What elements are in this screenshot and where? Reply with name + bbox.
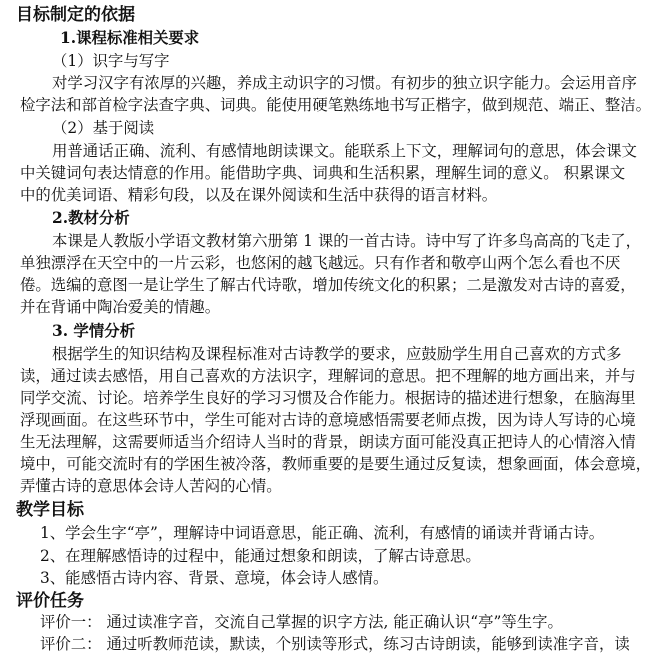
subheading-student: 3. 学情分析 xyxy=(52,322,135,340)
assessment-item: 评价一： 通过读准字音，交流自己掌握的识字方法, 能正确认识“亭”等生字。 xyxy=(40,613,563,631)
paragraph-line: 中的优美词语、精彩句段，以及在课外阅读和生活中获得的语言材料。 xyxy=(20,186,498,204)
goal-item: 2、在理解感悟诗的过程中，能通过想象和朗读，了解古诗意思。 xyxy=(40,547,481,565)
subsection-literacy: （1）识字与写字 xyxy=(52,52,170,70)
paragraph-line: 境中，可能交流时有的学困生被冷落，教师重要的是要生通过反复读，想象画面，体会意境， xyxy=(20,455,651,473)
heading-basis: 目标制定的依据 xyxy=(16,5,135,25)
paragraph-line: 读，通过读去感悟，用自己喜欢的方法识字，理解词的意思。把不理解的地方画出来，并与 xyxy=(20,367,636,385)
paragraph-line: 单独漂浮在天空中的一片云彩，也悠闲的越飞越远。只有作者和敬亭山两个怎么看也不厌 xyxy=(20,254,621,272)
paragraph-line: 生无法理解，这需要师适当介绍诗人当时的背景，朗读方面可能没真正把诗人的心情溶入情 xyxy=(20,433,636,451)
goal-item: 3、能感悟古诗内容、背景、意境，体会诗人感情。 xyxy=(40,569,389,587)
heading-assessment-tasks: 评价任务 xyxy=(16,591,84,611)
paragraph-line: 浮现画面。在这些环节中，学生可能对古诗的意境感悟需要老师点拨，因为诗人写诗的心境 xyxy=(20,411,636,429)
subheading-textbook: 2.教材分析 xyxy=(52,209,130,227)
assessment-item: 评价二： 通过听教师范读，默读，个别读等形式，练习古诗朗读，能够到读准字音，读 xyxy=(40,635,630,653)
paragraph-line: 弄懂古诗的意思体会诗人苦闷的心情。 xyxy=(20,477,282,495)
paragraph-line: 同学交流、讨论。培养学生良好的学习习惯及合作能力。根据诗的描述进行想象，在脑海里 xyxy=(20,389,636,407)
paragraph-line: 本课是人教版小学语文教材第六册第 1 课的一首古诗。诗中写了许多鸟高高的飞走了， xyxy=(52,232,642,250)
goal-item: 1、学会生字“亭”，理解诗中词语意思，能正确、流利，有感情的诵读并背诵古诗。 xyxy=(40,524,605,542)
subheading-curriculum: 1.课程标准相关要求 xyxy=(60,29,200,47)
subsection-reading: （2）基于阅读 xyxy=(52,119,155,137)
heading-teaching-goals: 教学目标 xyxy=(16,500,84,520)
paragraph-line: 并在背诵中陶冶爱美的情趣。 xyxy=(20,298,221,316)
paragraph-line: 对学习汉字有浓厚的兴趣，养成主动识字的习惯。有初步的独立识字能力。会运用音序 xyxy=(52,74,637,92)
paragraph-line: 检字法和部首检字法查字典、词典。能使用硬笔熟练地书写正楷字，做到规范、端正、整洁。 xyxy=(20,96,651,114)
paragraph-line: 用普通话正确、流利、有感情地朗读课文。能联系上下文，理解词句的意思，体会课文 xyxy=(52,142,637,160)
paragraph-line: 根据学生的知识结构及课程标准对古诗教学的要求，应鼓励学生用自己喜欢的方式多 xyxy=(52,345,622,363)
paragraph-line: 中关键词句表达情意的作用。能借助字典、词典和生活积累，理解生词的意义。 积累课文 xyxy=(20,164,626,182)
paragraph-line: 倦。选编的意图一是让学生了解古代诗歌，增加传统文化的积累；二是激发对古诗的喜爱， xyxy=(20,276,636,294)
